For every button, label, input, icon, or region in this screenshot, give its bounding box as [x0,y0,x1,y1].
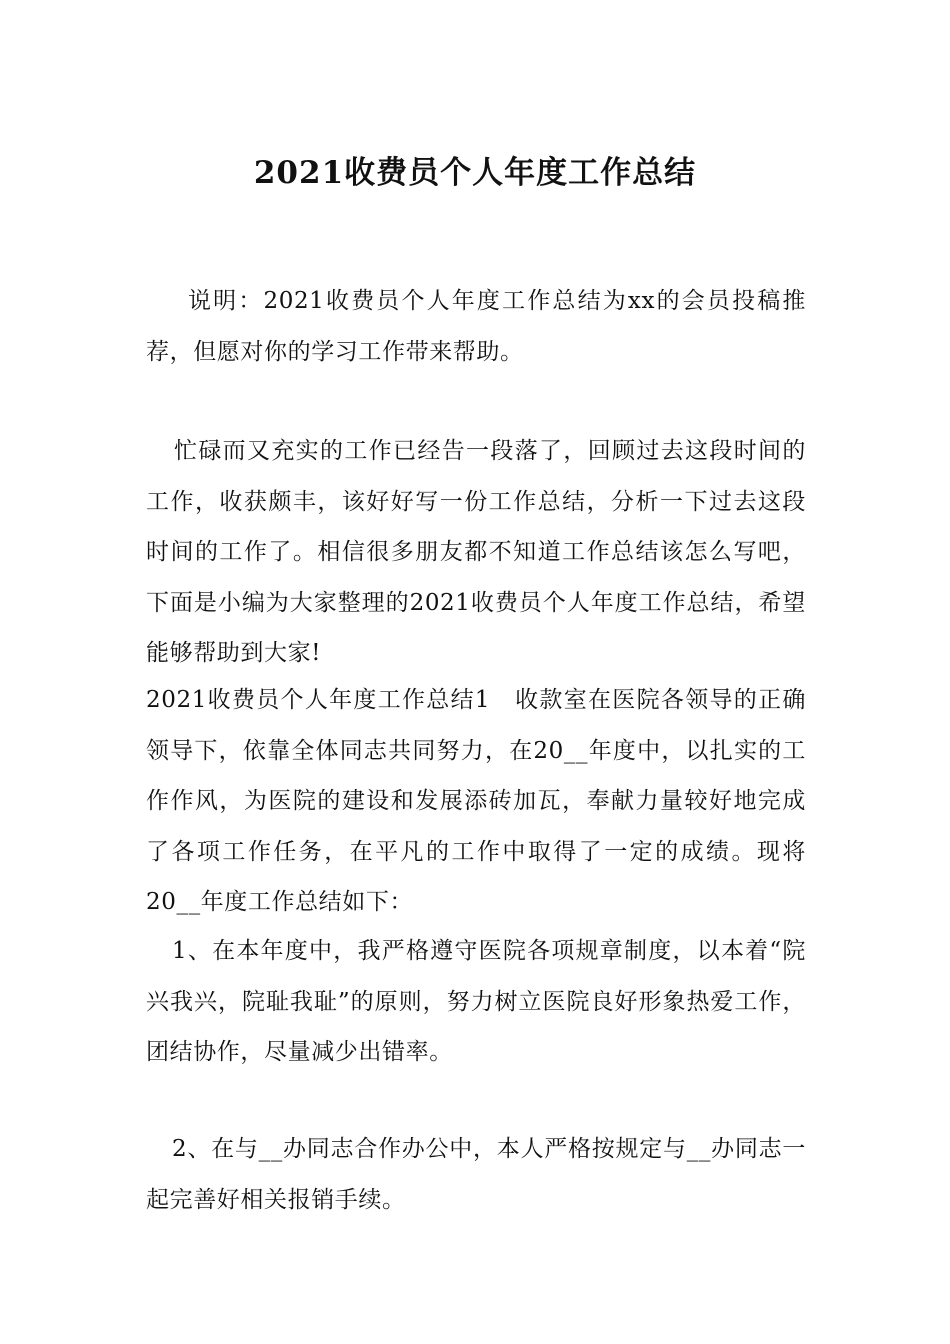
item-2-paragraph: 2、在与__办同志合作办公中，本人严格按规定与__办同志一起完善好相关报销手续。 [146,1136,806,1213]
intro-paragraph: 说明：2021收费员个人年度工作总结为xx的会员投稿推荐，但愿对你的学习工作带来帮助。 [146,288,806,365]
item-1-paragraph: 1、在本年度中，我严格遵守医院各项规章制度，以本着“院兴我兴，院耻我耻”的原则，努力树立医院良好形象热爱工作，团结协作，尽量减少出错率。 [146,938,806,1065]
document-title: 2021收费员个人年度工作总结 [253,154,697,191]
opening-paragraph: 忙碌而又充实的工作已经告一段落了，回顾过去这段时间的工作，收获颇丰，该好好写一份工作总结，分析一下过去这段时间的工作了。相信很多朋友都不知道工作总结该怎么写吧，下面是小编为大家整理的2021收费员个人年度工作总结，希望能够帮助到大家! [146,438,806,666]
section-1-paragraph: 2021收费员个人年度工作总结1 收款室在医院各领导的正确领导下，依靠全体同志共同努力，在20__年度中，以扎实的工作作风，为医院的建设和发展添砖加瓦，奉献力量较好地完成了各项工作任务，在平凡的工作中取得了一定的成绩。现将20__年度工作总结如下： [146,687,806,915]
